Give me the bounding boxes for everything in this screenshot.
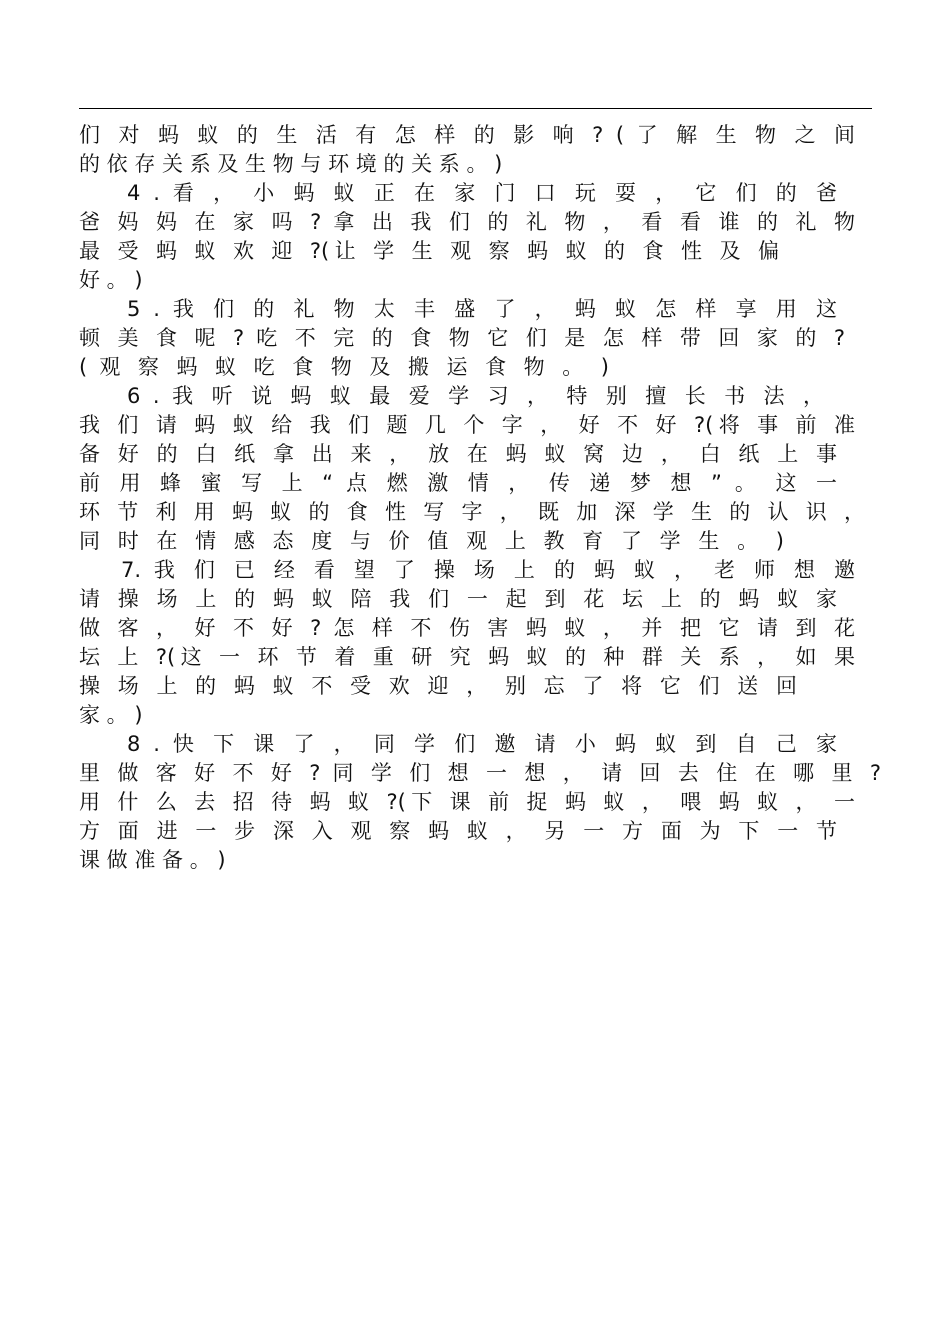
text-line: 方 面 进 一 步 深 入 观 察 蚂 蚁 ， 另 一 方 面 为 下 一 节	[79, 819, 837, 843]
text-line: 课 做 准 备 。 )	[79, 848, 226, 872]
text-line: 4 . 看 ， 小 蚂 蚁 正 在 家 门 口 玩 耍 ， 它 们 的 爸	[127, 181, 837, 205]
text-line: 前 用 蜂 蜜 写 上 “ 点 燃 激 情 ， 传 递 梦 想 ” 。 这 一	[79, 471, 837, 495]
text-line: 好 。 )	[79, 268, 143, 292]
document-body	[79, 121, 881, 875]
text-line: 的 依 存 关 系 及 生 物 与 环 境 的 关 系 。 )	[79, 152, 503, 176]
text-line: 5 . 我 们 的 礼 物 太 丰 盛 了 ， 蚂 蚁 怎 样 享 用 这	[127, 297, 837, 321]
text-line: 6 . 我 听 说 蚂 蚁 最 爱 学 习 ， 特 别 擅 长 书 法 ，	[127, 384, 824, 408]
text-line: 7. 我 们 已 经 看 望 了 操 场 上 的 蚂 蚁 ， 老 师 想 邀	[121, 558, 855, 582]
text-line: 里 做 客 好 不 好 ? 同 学 们 想 一 想 ， 请 回 去 住 在 哪 里 ?	[79, 761, 881, 785]
header-rule	[79, 108, 872, 109]
text-line: 做 客 ， 好 不 好 ? 怎 样 不 伤 害 蚂 蚁 ， 并 把 它 请 到 花	[79, 616, 855, 640]
text-line: 顿 美 食 呢 ? 吃 不 完 的 食 物 它 们 是 怎 样 带 回 家 的 ?	[79, 326, 845, 350]
text-line: 备 好 的 白 纸 拿 出 来 ， 放 在 蚂 蚁 窝 边 ， 白 纸 上 事	[79, 442, 837, 466]
text-line: 最 受 蚂 蚁 欢 迎 ?(让 学 生 观 察 蚂 蚁 的 食 性 及 偏	[79, 239, 779, 263]
text-line: 8 . 快 下 课 了 ， 同 学 们 邀 请 小 蚂 蚁 到 自 己 家	[127, 732, 837, 756]
text-line: 爸 妈 妈 在 家 吗 ? 拿 出 我 们 的 礼 物 ， 看 看 谁 的 礼 物	[79, 210, 855, 234]
text-line: 坛 上 ?(这 一 环 节 着 重 研 究 蚂 蚁 的 种 群 关 系 ， 如 果	[79, 645, 855, 669]
text-line: 操 场 上 的 蚂 蚁 不 受 欢 迎 ， 别 忘 了 将 它 们 送 回	[79, 674, 797, 698]
text-line: 们 对 蚂 蚁 的 生 活 有 怎 样 的 影 响 ? ( 了 解 生 物 之 间	[79, 123, 855, 147]
text-line: 家 。 )	[79, 703, 143, 727]
text-line: 用 什 么 去 招 待 蚂 蚁 ?(下 课 前 捉 蚂 蚁 ， 喂 蚂 蚁 ， 一	[79, 790, 855, 814]
text-line: 请 操 场 上 的 蚂 蚁 陪 我 们 一 起 到 花 坛 上 的 蚂 蚁 家	[79, 587, 837, 611]
text-line: 同 时 在 情 感 态 度 与 价 值 观 上 教 育 了 学 生 。 )	[79, 529, 784, 553]
text-line: 我 们 请 蚂 蚁 给 我 们 题 几 个 字 ， 好 不 好 ?(将 事 前 准	[79, 413, 855, 437]
text-line: 环 节 利 用 蚂 蚁 的 食 性 写 字 ， 既 加 深 学 生 的 认 识 ，	[79, 500, 865, 524]
text-line: ( 观 察 蚂 蚁 吃 食 物 及 搬 运 食 物 。 )	[79, 355, 609, 379]
